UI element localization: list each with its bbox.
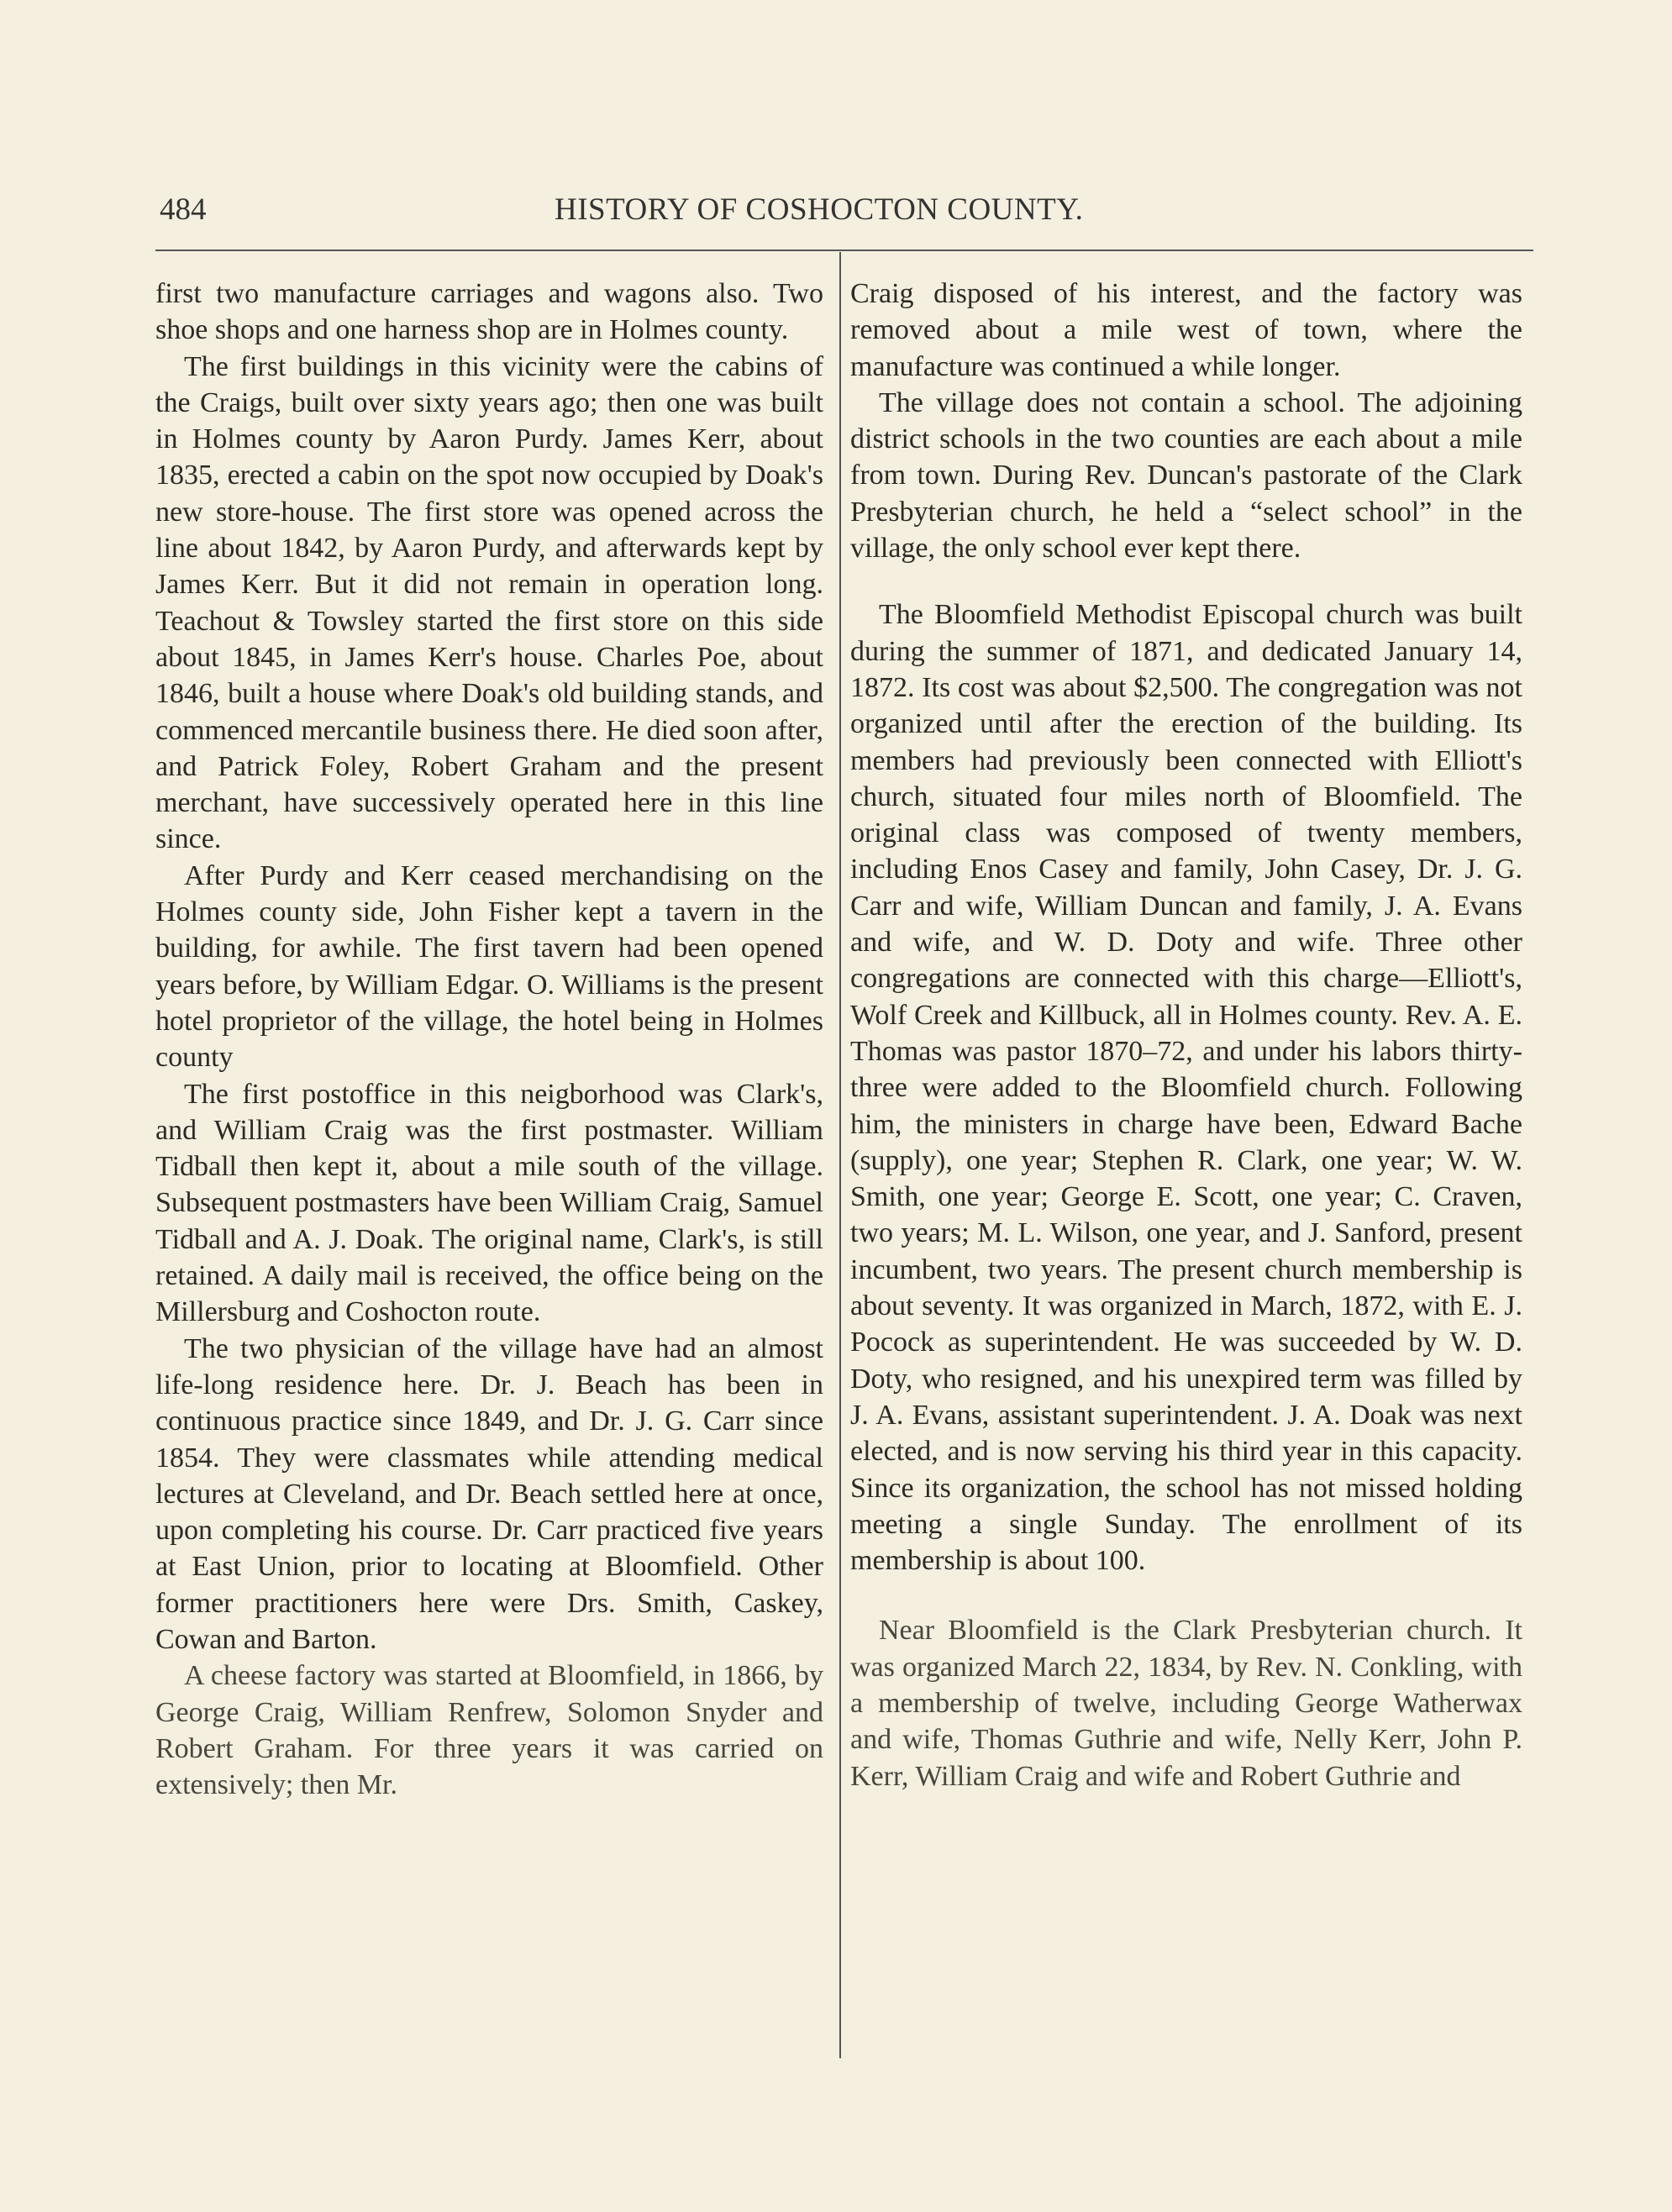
column-divider — [839, 252, 841, 2058]
left-column — [155, 276, 823, 1803]
paragraph: The Bloomfield Methodist Episcopal church was built during the summer of 1871, and dedicated January 14, 1872. Its cost was about $2,500. The congregation was not organized until after the erection of the building. Its members had previously been connected with Elliott's church, situated four miles north of Bloomfield. The original class was composed of twenty members, including Enos Casey and family, John Casey, Dr. J. G. Carr and wife, William Duncan and family, J. A. Evans and wife, and W. D. Doty and wife. Three other congregations are connected with this charge—Elliott's, Wolf Creek and Killbuck, all in Holmes county. Rev. A. E. Thomas was pastor 1870–72, and under his labors thirty-three were added to the Bloomfield church. Following him, the ministers in charge have been, Edward Bache (supply), one year; Stephen R. Clark, one year; W. W. Smith, one year; George E. Scott, one year; C. Craven, two years; M. L. Wilson, one year, and J. Sanford, present incumbent, two years. The present church membership is about seventy. It was organized in March, 1872, with E. J. Pocock as superintendent. He was succeeded by W. D. Doty, who resigned, and his unexpired term was filled by J. A. Evans, assistant superintendent. J. A. Doak was next elected, and is now serving his third year in this capacity. Since its organization, the school has not missed holding meeting a single Sunday. The enrollment of its membership is about 100. — [850, 599, 1522, 1577]
paragraph: A cheese factory was started at Bloomfield, in 1866, by George Craig, William Renfrew, Solomon Snyder and Robert Graham. For three years it was carried on extensively; then Mr. — [155, 1660, 823, 1801]
paragraph: After Purdy and Kerr ceased merchandising on the Holmes county side, John Fisher kept a tavern in the building, for awhile. The first tavern had been opened years before, by William Edgar. O. Williams is the present hotel proprietor of the village, the hotel being in Holmes county — [155, 859, 823, 1074]
page-number: 484 — [160, 192, 207, 227]
paragraph: first two manufacture carriages and wagons also. Two shoe shops and one harness shop are in Holmes county. — [155, 278, 823, 346]
paragraph: Craig disposed of his interest, and the factory was removed about a mile west of town, where the manufacture was continued a while longer. — [850, 278, 1522, 382]
page-header — [160, 192, 1252, 234]
paragraph: Near Bloomfield is the Clark Presbyterian church. It was organized March 22, 1834, by Rev. N. Conkling, with a membership of twelve, including George Watherwax and wife, Thomas Guthrie and wife, Nelly Kerr, John P. Kerr, William Craig and wife and Robert Guthrie and — [850, 1615, 1522, 1792]
right-column — [850, 276, 1522, 1794]
paragraph: The first postoffice in this neigborhood was Clark's, and William Craig was the first postmaster. William Tidball then kept it, about a mile south of the village. Subsequent postmasters have been William Craig, Samuel Tidball and A. J. Doak. The original name, Clark's, is still retained. A daily mail is received, the office being on the Millersburg and Coshocton route. — [155, 1078, 823, 1328]
paragraph: The first buildings in this vicinity were the cabins of the Craigs, built over sixty years ago; then one was built in Holmes county by Aaron Purdy. James Kerr, about 1835, erected a cabin on the spot now occupied by Doak's new store-house. The first store was opened across the line about 1842, by Aaron Purdy, and afterwards kept by James Kerr. But it did not remain in operation long. Teachout & Towsley started the first store on this side about 1845, in James Kerr's house. Charles Poe, about 1846, built a house where Doak's old building stands, and commenced mercantile business there. He died soon after, and Patrick Foley, Robert Graham and the present merchant, have successively operated here in this line since. — [155, 350, 823, 855]
running-title: HISTORY OF COSHOCTON COUNTY. — [555, 192, 1084, 227]
paragraph: The village does not contain a school. The adjoining district schools in the two counties are each about a mile from town. During Rev. Duncan's pastorate of the Clark Presbyterian church, he held a “select school” in the village, the only school ever kept there. — [850, 386, 1522, 565]
paragraph: The two physician of the village have had an almost life-long residence here. Dr. J. Beach has been in continuous practice since 1849, and Dr. J. G. Carr since 1854. They were classmates while attending medical lectures at Cleveland, and Dr. Beach settled here at once, upon completing his course. Dr. Carr practiced five years at East Union, prior to locating at Bloomfield. Other former practitioners here were Drs. Smith, Caskey, Cowan and Barton. — [155, 1332, 823, 1655]
header-rule — [155, 250, 1533, 251]
